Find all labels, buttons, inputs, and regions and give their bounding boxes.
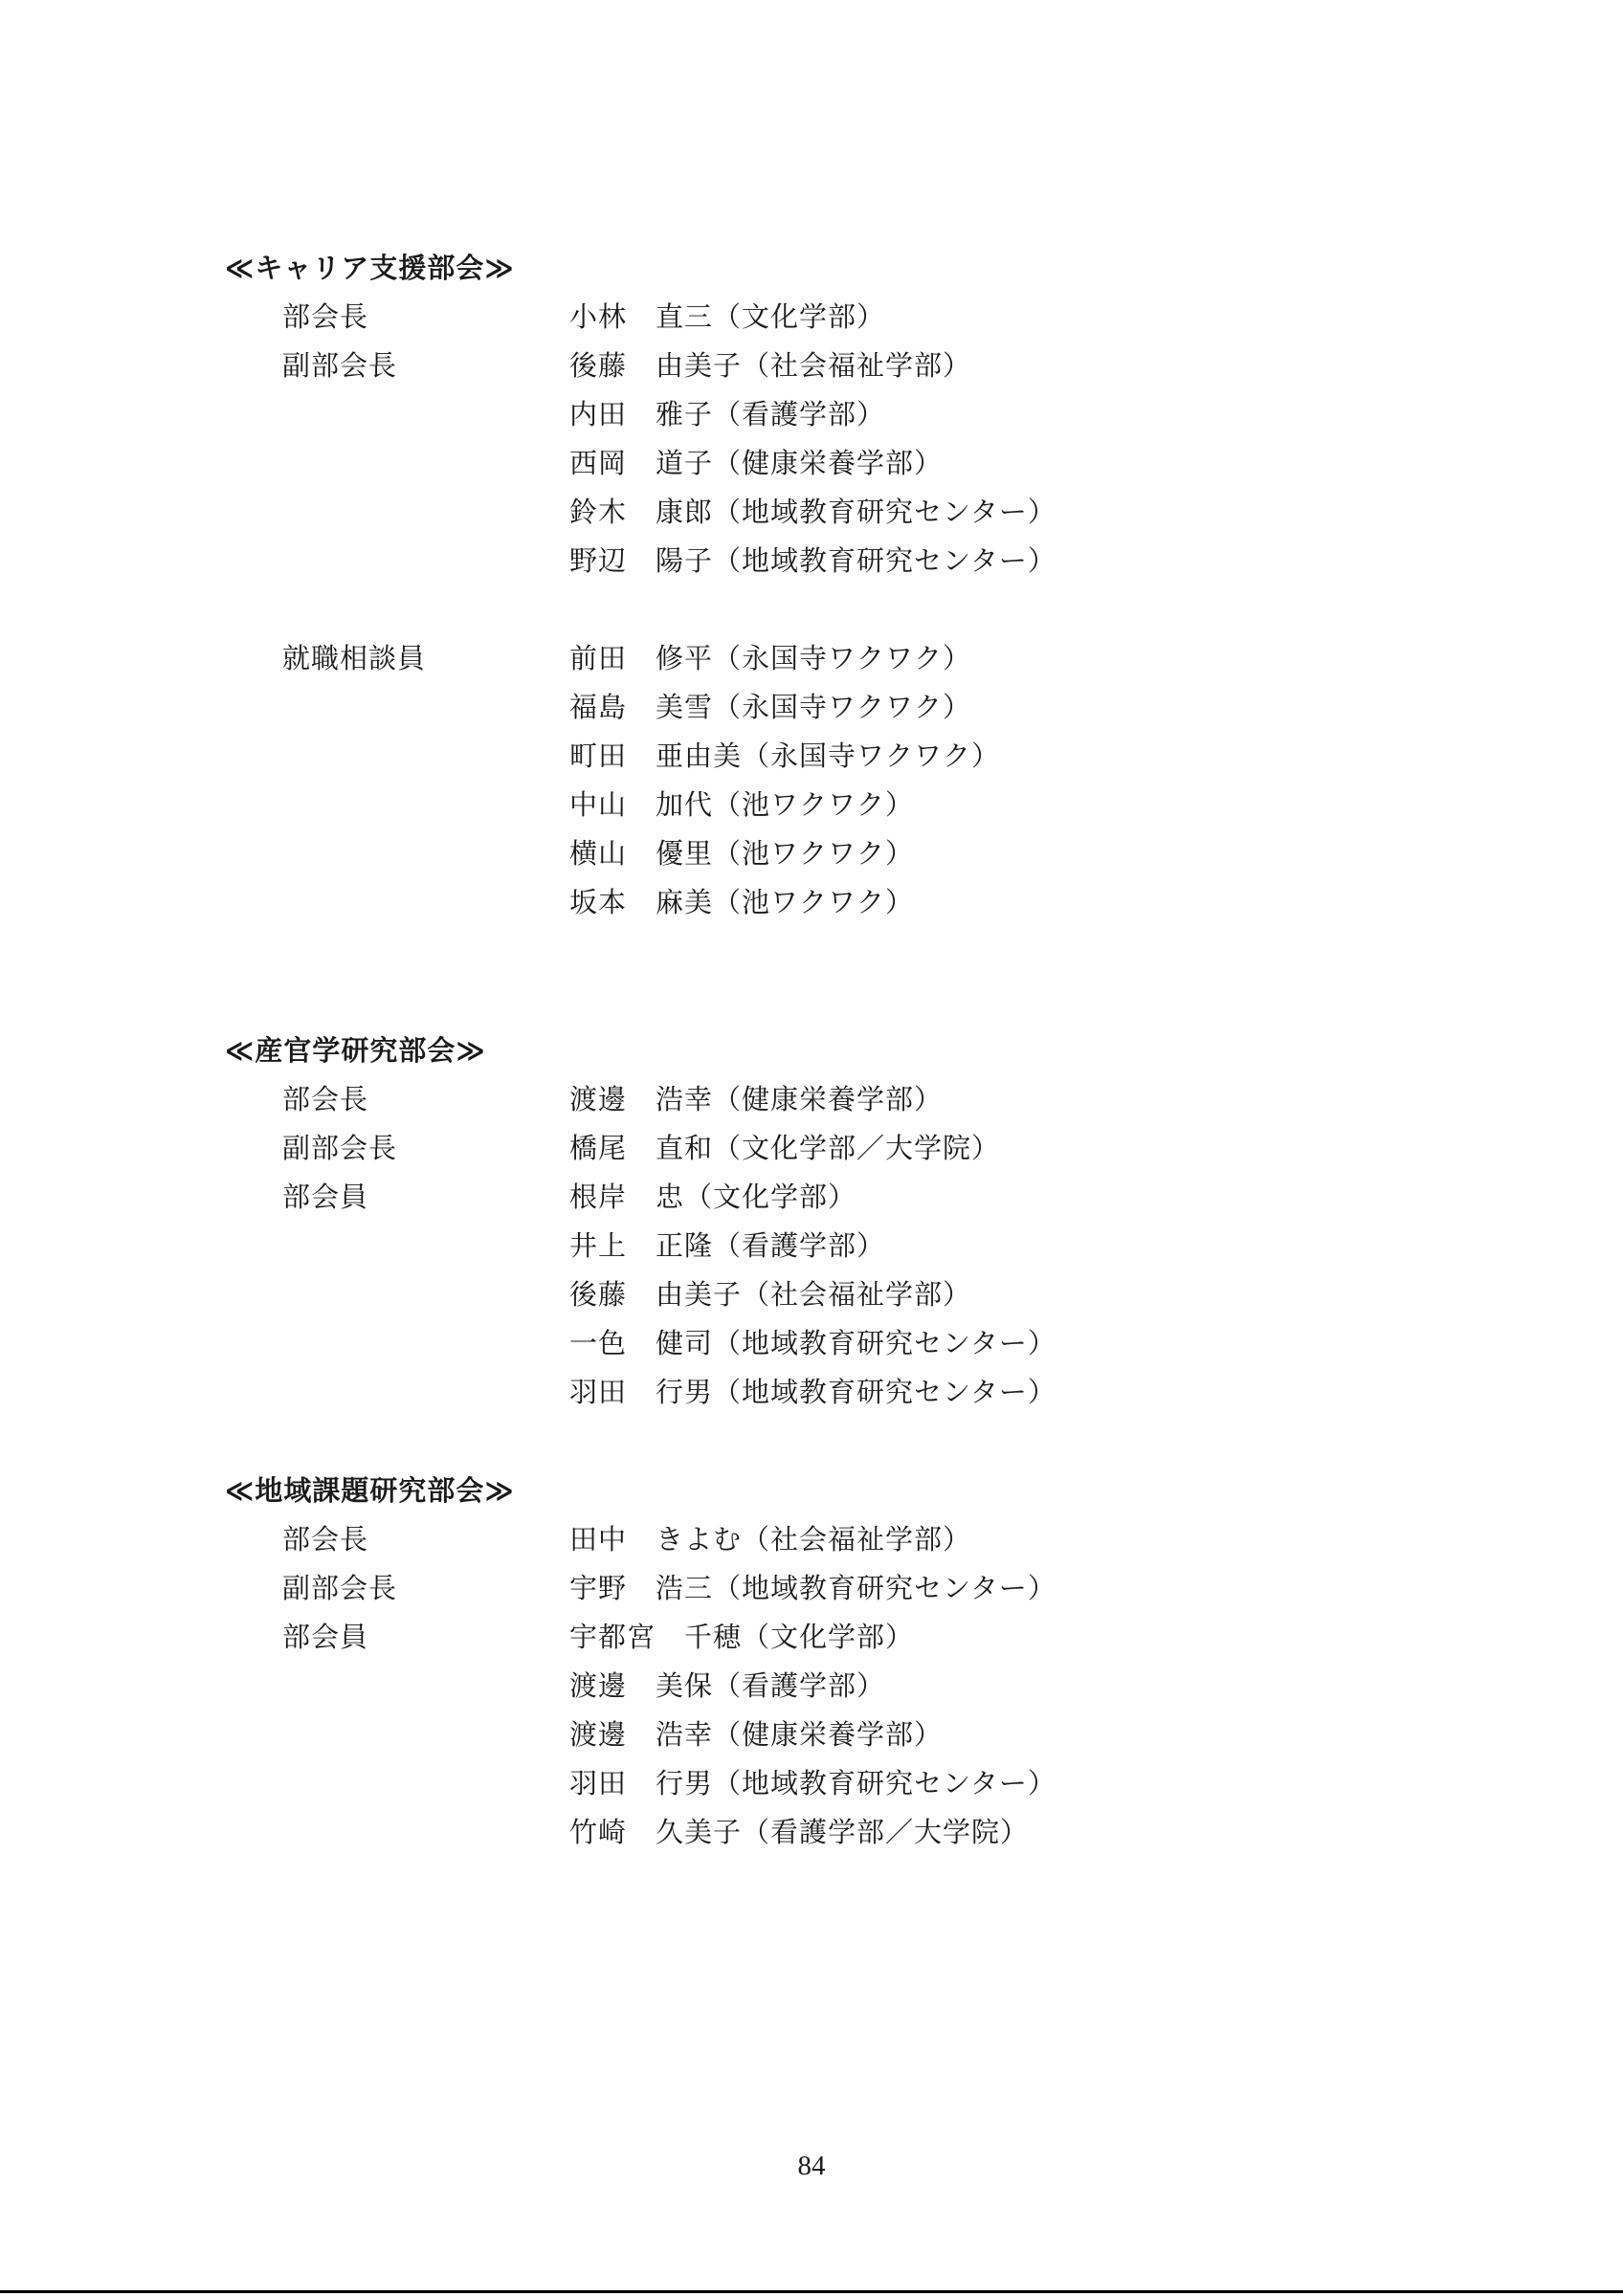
- member-entry: 一色 健司（地域教育研究センター）: [569, 1327, 1056, 1359]
- member-entry: 羽田 行男（地域教育研究センター）: [569, 1767, 1056, 1799]
- member-entry: 横山 優里（池ワクワク）: [569, 837, 915, 870]
- member-entry: 田中 きよむ（社会福祉学部）: [569, 1523, 972, 1556]
- page-bottom-edge: [0, 2290, 1623, 2293]
- member-entry: 後藤 由美子（社会福祉学部）: [569, 349, 972, 382]
- section-title-industry-academia: ≪産官学研究部会≫: [225, 1034, 486, 1067]
- member-entry: 町田 亜由美（永国寺ワクワク）: [569, 740, 1001, 772]
- member-entry: 根岸 忠（文化学部）: [569, 1181, 857, 1213]
- member-entry: 中山 加代（池ワクワク）: [569, 788, 915, 821]
- role-vice-chair: 副部会長: [282, 1572, 398, 1604]
- member-entry: 後藤 由美子（社会福祉学部）: [569, 1278, 972, 1311]
- member-entry: 小林 直三（文化学部）: [569, 300, 886, 333]
- member-entry: 前田 修平（永国寺ワクワク）: [569, 642, 972, 674]
- role-vice-chair: 副部会長: [282, 1132, 398, 1164]
- member-entry: 橋尾 直和（文化学部／大学院）: [569, 1132, 1001, 1164]
- member-entry: 渡邊 美保（看護学部）: [569, 1669, 886, 1702]
- member-entry: 西岡 道子（健康栄養学部）: [569, 447, 944, 479]
- section-title-regional-issues: ≪地域課題研究部会≫: [225, 1474, 515, 1507]
- member-entry: 宇野 浩三（地域教育研究センター）: [569, 1572, 1056, 1604]
- member-entry: 鈴木 康郎（地域教育研究センター）: [569, 496, 1056, 528]
- role-vice-chair: 副部会長: [282, 349, 398, 382]
- member-entry: 井上 正隆（看護学部）: [569, 1229, 886, 1262]
- section-title-career-support: ≪キャリア支援部会≫: [225, 252, 515, 284]
- member-entry: 坂本 麻美（池ワクワク）: [569, 886, 915, 918]
- member-entry: 内田 雅子（看護学部）: [569, 398, 886, 430]
- role-member: 部会員: [282, 1181, 369, 1213]
- page-number: 84: [797, 2151, 826, 2181]
- member-entry: 宇都宮 千穂（文化学部）: [569, 1621, 915, 1653]
- role-career-counselor: 就職相談員: [282, 642, 427, 674]
- member-entry: 渡邊 浩幸（健康栄養学部）: [569, 1083, 944, 1115]
- member-entry: 渡邊 浩幸（健康栄養学部）: [569, 1718, 944, 1751]
- member-entry: 福島 美雪（永国寺ワクワク）: [569, 691, 972, 723]
- role-member: 部会員: [282, 1621, 369, 1653]
- role-chair: 部会長: [282, 1083, 369, 1115]
- member-entry: 竹崎 久美子（看護学部／大学院）: [569, 1816, 1030, 1848]
- member-entry: 野辺 陽子（地域教育研究センター）: [569, 544, 1056, 577]
- member-entry: 羽田 行男（地域教育研究センター）: [569, 1376, 1056, 1408]
- role-chair: 部会長: [282, 1523, 369, 1556]
- role-chair: 部会長: [282, 300, 369, 333]
